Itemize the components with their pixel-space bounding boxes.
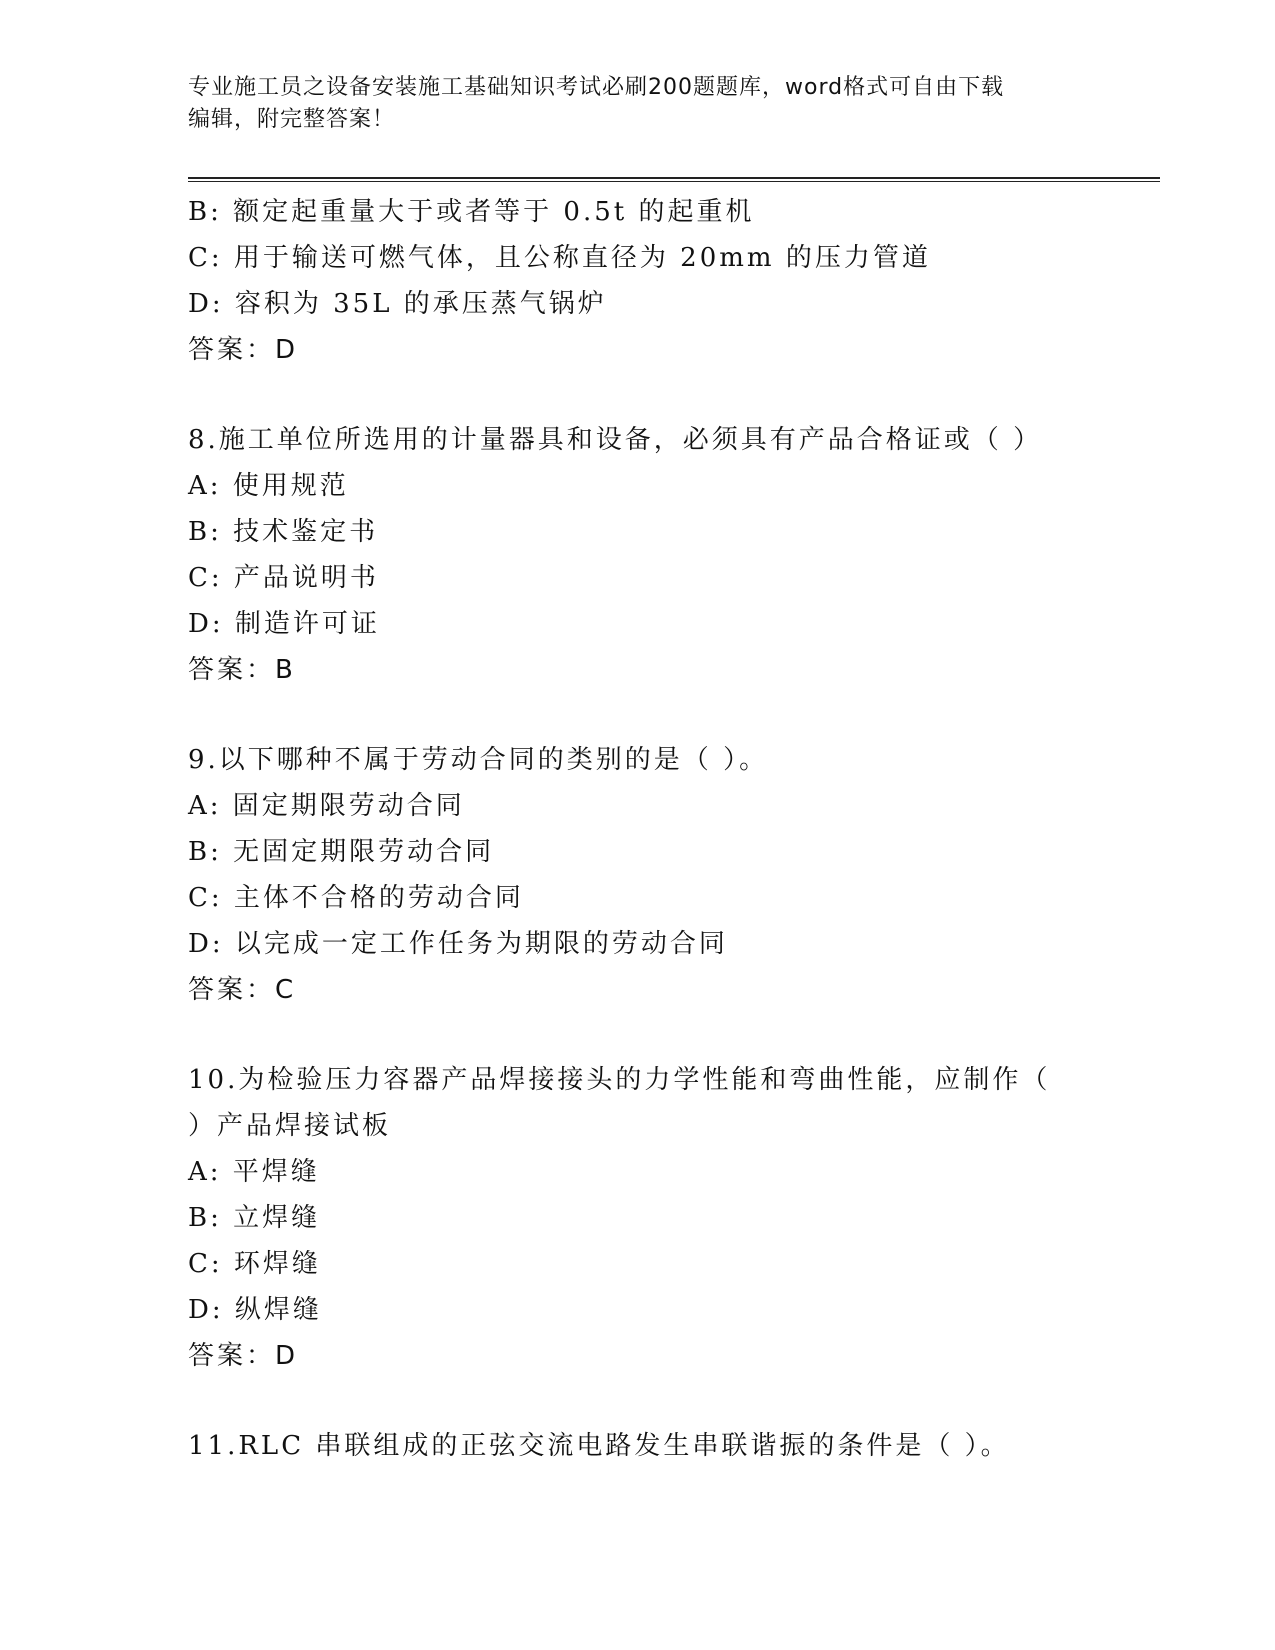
option-line: C: 环焊缝 [188, 1249, 321, 1279]
document-header [188, 72, 1088, 136]
option-line: A: 平焊缝 [188, 1157, 320, 1187]
option-line: A: 使用规范 [188, 471, 349, 501]
header-divider [188, 177, 1160, 182]
option-line: B: 额定起重量大于或者等于 0.5t 的起重机 [188, 197, 755, 227]
option-line: C: 用于输送可燃气体，且公称直径为 20mm 的压力管道 [188, 243, 931, 273]
option-line: D: 以完成一定工作任务为期限的劳动合同 [188, 929, 728, 959]
option-line: C: 产品说明书 [188, 563, 379, 593]
question-text: 8.施工单位所选用的计量器具和设备，必须具有产品合格证或（ ） [188, 425, 1043, 455]
option-line: A: 固定期限劳动合同 [188, 791, 465, 821]
option-line: B: 立焊缝 [188, 1203, 321, 1233]
header-title-line-2: 编辑，附完整答案！ [188, 107, 396, 132]
spacer [188, 1379, 1088, 1423]
question-content [188, 189, 1088, 1469]
spacer [188, 693, 1088, 737]
spacer [188, 373, 1088, 417]
question-text: 9.以下哪种不属于劳动合同的类别的是（ ）。 [188, 745, 769, 775]
answer-line: 答案：D [188, 1341, 299, 1371]
header-title-line-1: 专业施工员之设备安装施工基础知识考试必刷200题题库，word格式可自由下载 [188, 75, 1005, 100]
option-line: D: 纵焊缝 [188, 1295, 322, 1325]
question-text: 11.RLC 串联组成的正弦交流电路发生串联谐振的条件是（ ）。 [188, 1431, 1010, 1461]
answer-line: 答案：B [188, 655, 296, 685]
option-line: C: 主体不合格的劳动合同 [188, 883, 524, 913]
option-line: B: 技术鉴定书 [188, 517, 379, 547]
question-text: 10.为检验压力容器产品焊接接头的力学性能和弯曲性能，应制作（ [188, 1065, 1051, 1095]
option-line: D: 制造许可证 [188, 609, 380, 639]
answer-line: 答案：C [188, 975, 297, 1005]
question-text: ）产品焊接试板 [188, 1111, 392, 1141]
option-line: D: 容积为 35L 的承压蒸气锅炉 [188, 289, 607, 319]
answer-line: 答案：D [188, 335, 299, 365]
option-line: B: 无固定期限劳动合同 [188, 837, 495, 867]
spacer [188, 1013, 1088, 1057]
